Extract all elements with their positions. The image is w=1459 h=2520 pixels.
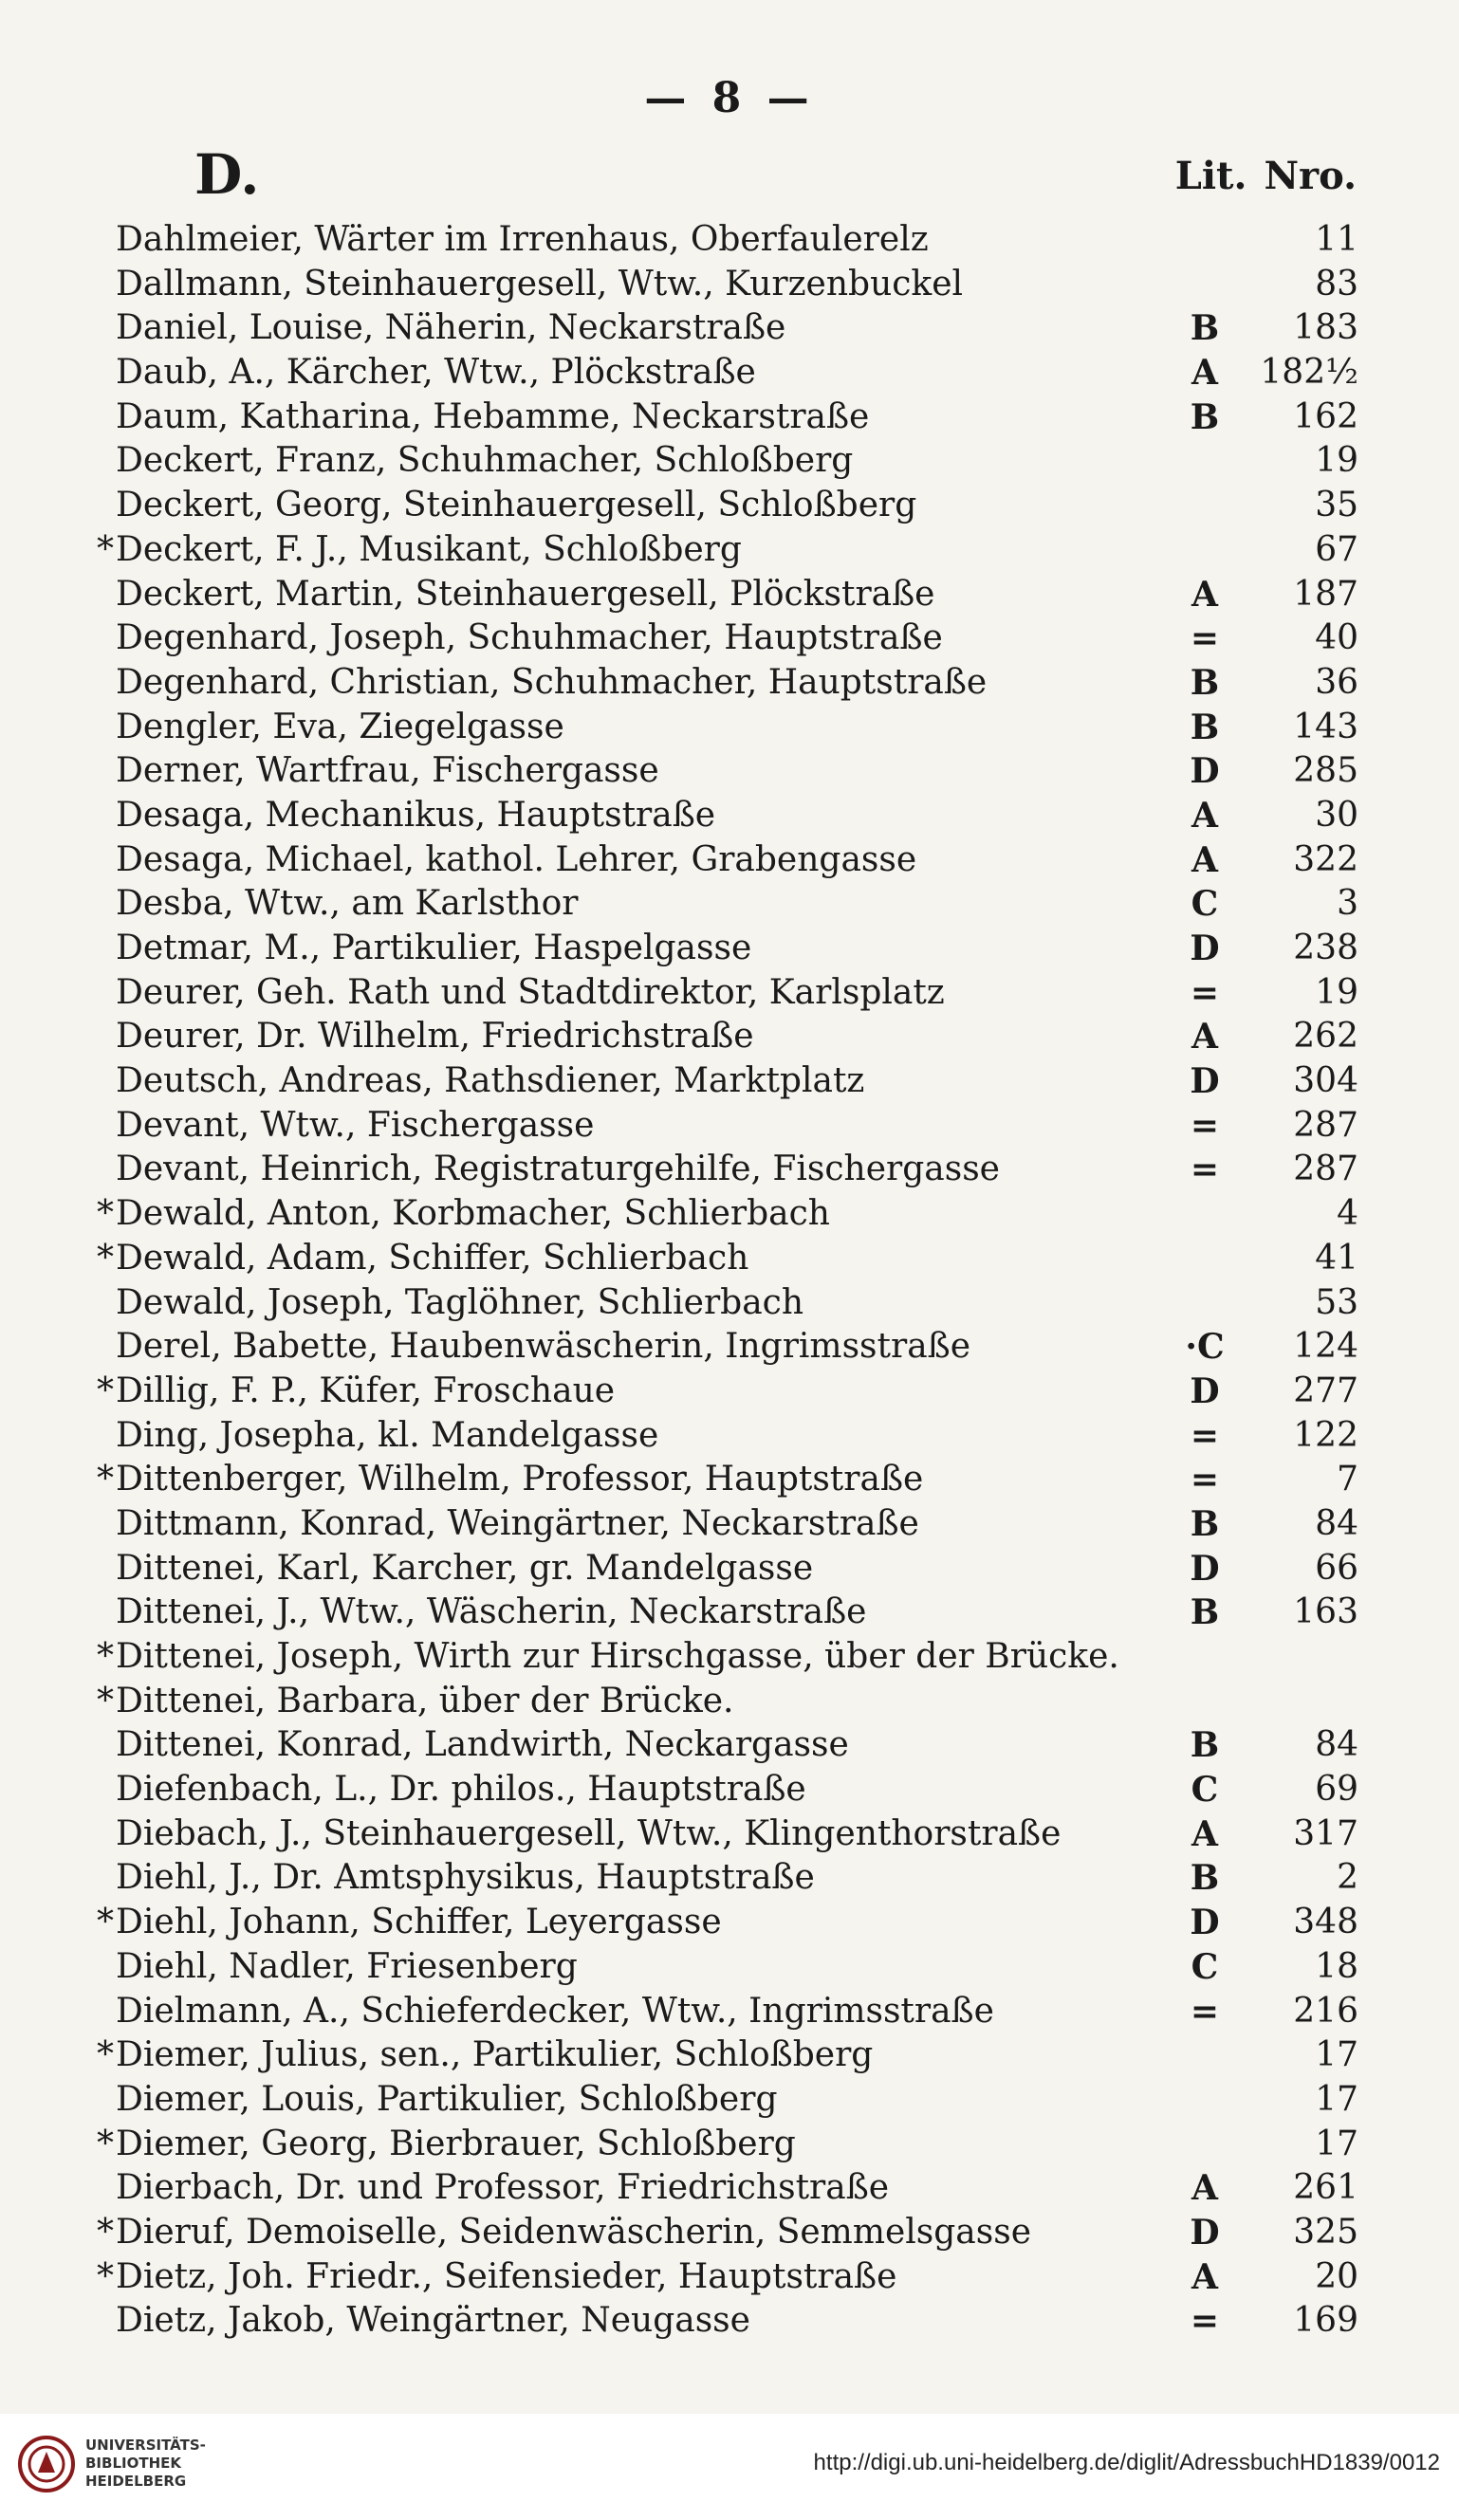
- directory-entry: [87, 1635, 1358, 1680]
- directory-entry: [87, 661, 1358, 706]
- directory-entry: [87, 528, 1358, 573]
- entry-text: Diehl, Johann, Schiffer, Leyergasse: [116, 1903, 722, 1942]
- entry-lit: A: [1191, 839, 1218, 880]
- directory-entry: [87, 2299, 1358, 2344]
- directory-entry: [87, 838, 1358, 883]
- entry-nro: 66: [1315, 1548, 1358, 1588]
- entry-lit: D: [1190, 1903, 1220, 1943]
- entry-marker: *: [97, 1637, 114, 1676]
- entry-marker: *: [97, 529, 114, 569]
- directory-entry: [87, 1458, 1358, 1502]
- entry-marker: *: [97, 1903, 114, 1942]
- entry-text: Dittenei, Joseph, Wirth zur Hirschgasse, über der Brücke.: [116, 1637, 1119, 1676]
- entry-text: Dittenei, J., Wtw., Wäscherin, Neckarstraße: [116, 1592, 867, 1632]
- entry-nro: 262: [1293, 1017, 1358, 1057]
- entry-nro: 287: [1293, 1150, 1358, 1189]
- entry-lit: A: [1191, 795, 1218, 836]
- entry-nro: 18: [1315, 1946, 1358, 1986]
- directory-entry: [87, 1059, 1358, 1104]
- entry-lit: B: [1190, 396, 1220, 437]
- entry-text: Deurer, Geh. Rath und Stadtdirektor, Karlsplatz: [116, 972, 945, 1012]
- directory-entry: [87, 484, 1358, 528]
- entry-nro: 11: [1315, 220, 1358, 259]
- entry-text: Detmar, M., Partikulier, Haspelgasse: [116, 929, 752, 967]
- entry-text: Deckert, Franz, Schuhmacher, Schloßberg: [116, 441, 854, 481]
- directory-entry: [87, 1104, 1358, 1149]
- directory-entry: [87, 306, 1358, 351]
- entry-nro: 163: [1293, 1592, 1358, 1632]
- entry-lit: =: [1190, 1105, 1220, 1146]
- entry-lit: D: [1190, 1370, 1220, 1411]
- entry-nro: 3: [1337, 884, 1358, 924]
- entry-text: Diemer, Georg, Bierbrauer, Schloßberg: [116, 2124, 796, 2163]
- entry-text: Dieruf, Demoiselle, Seidenwäscherin, Semmelsgasse: [116, 2212, 1032, 2252]
- entry-text: Dittenberger, Wilhelm, Professor, Hauptstraße: [116, 1460, 924, 1499]
- entry-lit: C: [1191, 1946, 1219, 1987]
- entry-nro: 187: [1293, 574, 1358, 614]
- entry-nro: 182½: [1260, 353, 1358, 393]
- directory-entry: [87, 1370, 1358, 1414]
- entry-lit: =: [1190, 1991, 1220, 2032]
- entry-nro: 122: [1293, 1415, 1358, 1455]
- directory-entry: [87, 2255, 1358, 2300]
- entry-nro: 7: [1337, 1460, 1358, 1499]
- entry-lit: =: [1190, 972, 1220, 1013]
- entry-lit: B: [1190, 308, 1220, 349]
- entry-nro: 124: [1293, 1327, 1358, 1367]
- entry-nro: 30: [1315, 795, 1358, 835]
- directory-entry: [87, 1812, 1358, 1857]
- directory-entry: [87, 882, 1358, 927]
- entry-lit: =: [1190, 1415, 1220, 1456]
- entry-nro: 19: [1315, 441, 1358, 481]
- entry-text: Dietz, Joh. Friedr., Seifensieder, Hauptstraße: [116, 2256, 897, 2296]
- entry-text: Dietz, Jakob, Weingärtner, Neugasse: [116, 2301, 750, 2341]
- entry-nro: 322: [1293, 839, 1358, 879]
- entry-nro: 69: [1315, 1770, 1358, 1810]
- entry-text: Dierbach, Dr. und Professor, Friedrichstraße: [116, 2168, 890, 2208]
- entry-text: Dittmann, Konrad, Weingärtner, Neckarstraße: [116, 1503, 919, 1543]
- entry-lit: D: [1190, 1548, 1220, 1589]
- library-name-line: HEIDELBERG: [85, 2473, 187, 2490]
- entry-text: Ding, Josepha, kl. Mandelgasse: [116, 1415, 659, 1455]
- entry-nro: 83: [1315, 264, 1358, 304]
- entry-marker: *: [97, 1460, 114, 1499]
- entry-text: Degenhard, Joseph, Schuhmacher, Hauptstraße: [116, 618, 943, 658]
- entry-nro: 53: [1315, 1282, 1358, 1322]
- entry-marker: *: [97, 2212, 114, 2252]
- entry-lit: =: [1190, 1460, 1220, 1500]
- entry-text: Dallmann, Steinhauergesell, Wtw., Kurzenbuckel: [116, 264, 964, 304]
- entry-text: Diehl, J., Dr. Amtsphysikus, Hauptstraße: [116, 1858, 815, 1898]
- directory-entry: [87, 2033, 1358, 2078]
- entry-text: Dittenei, Barbara, über der Brücke.: [116, 1681, 734, 1720]
- entry-text: Deckert, Martin, Steinhauergesell, Plöckstraße: [116, 574, 935, 614]
- entry-nro: 4: [1337, 1194, 1358, 1234]
- entry-lit: B: [1190, 1725, 1220, 1766]
- university-seal-icon: [17, 2435, 76, 2493]
- entry-lit: A: [1191, 1813, 1218, 1854]
- entry-lit: C: [1191, 884, 1219, 925]
- entry-text: Deurer, Dr. Wilhelm, Friedrichstraße: [116, 1017, 754, 1057]
- directory-entry: [87, 2078, 1358, 2123]
- column-header-nro: Nro.: [1264, 154, 1357, 198]
- entry-nro: 169: [1293, 2301, 1358, 2341]
- directory-entry: [87, 573, 1358, 617]
- entry-marker: *: [97, 2035, 114, 2075]
- entry-text: Dittenei, Karl, Karcher, gr. Mandelgasse: [116, 1548, 814, 1588]
- directory-entry: [87, 1148, 1358, 1192]
- entry-text: Deutsch, Andreas, Rathsdiener, Marktplatz: [116, 1061, 865, 1101]
- directory-entry: [87, 1945, 1358, 1990]
- entry-nro: 143: [1293, 707, 1358, 746]
- entry-nro: 183: [1293, 308, 1358, 348]
- entry-nro: 216: [1293, 1991, 1358, 2031]
- entry-nro: 348: [1293, 1903, 1358, 1942]
- entry-lit: D: [1190, 751, 1220, 792]
- entry-lit: B: [1190, 1592, 1220, 1633]
- entry-text: Degenhard, Christian, Schuhmacher, Hauptstraße: [116, 662, 988, 702]
- directory-entry: [87, 616, 1358, 661]
- directory-entry: [87, 395, 1358, 440]
- entry-nro: 325: [1293, 2212, 1358, 2252]
- library-name: [85, 2437, 206, 2491]
- directory-entry: [87, 218, 1358, 263]
- entry-text: Daniel, Louise, Näherin, Neckarstraße: [116, 308, 786, 348]
- entry-text: Dewald, Adam, Schiffer, Schlierbach: [116, 1238, 749, 1278]
- column-header-lit: Lit.: [1174, 154, 1247, 198]
- entry-lit: D: [1190, 2212, 1220, 2253]
- entry-text: Dengler, Eva, Ziegelgasse: [116, 707, 564, 746]
- entry-lit: B: [1190, 662, 1220, 703]
- entry-text: Derel, Babette, Haubenwäscherin, Ingrimsstraße: [116, 1327, 971, 1367]
- entry-lit: =: [1190, 2301, 1220, 2342]
- entry-lit: A: [1191, 574, 1218, 615]
- entry-text: Diemer, Julius, sen., Partikulier, Schloßberg: [116, 2035, 874, 2075]
- entry-lit: A: [1191, 2256, 1218, 2297]
- entry-nro: 19: [1315, 972, 1358, 1012]
- directory-entry: [87, 1281, 1358, 1326]
- entry-nro: 41: [1315, 1238, 1358, 1278]
- column-headers: [1176, 154, 1357, 198]
- entry-lit: =: [1190, 618, 1220, 659]
- entry-nro: 84: [1315, 1503, 1358, 1543]
- entry-lit: C: [1191, 1770, 1219, 1811]
- entry-nro: 84: [1315, 1725, 1358, 1765]
- entry-nro: 2: [1337, 1858, 1358, 1898]
- entry-lit: =: [1190, 1150, 1220, 1190]
- entry-text: Devant, Heinrich, Registraturgehilfe, Fischergasse: [116, 1150, 1000, 1189]
- entry-nro: 277: [1293, 1370, 1358, 1410]
- entry-nro: 261: [1293, 2168, 1358, 2208]
- entry-marker: *: [97, 2256, 114, 2296]
- entry-marker: *: [97, 2124, 114, 2163]
- entry-lit: B: [1190, 1503, 1220, 1544]
- directory-entry: [87, 706, 1358, 750]
- directory-entry: [87, 794, 1358, 838]
- entry-text: Dewald, Joseph, Taglöhner, Schlierbach: [116, 1282, 804, 1322]
- entry-text: Derner, Wartfrau, Fischergasse: [116, 751, 659, 791]
- entry-nro: 35: [1315, 486, 1358, 525]
- directory-entry: [87, 1015, 1358, 1059]
- directory-entry: [87, 749, 1358, 794]
- directory-entry: [87, 1723, 1358, 1768]
- directory-entry: [87, 1237, 1358, 1281]
- entry-lit: B: [1190, 1858, 1220, 1899]
- directory-entry: [87, 1502, 1358, 1547]
- entry-nro: 17: [1315, 2035, 1358, 2075]
- directory-entry: [87, 263, 1358, 307]
- directory-entry: [87, 1591, 1358, 1635]
- section-letter: D.: [194, 142, 260, 207]
- entry-lit: D: [1190, 1061, 1220, 1102]
- entry-text: Daub, A., Kärcher, Wtw., Plöckstraße: [116, 353, 756, 393]
- directory-entry: [87, 351, 1358, 395]
- directory-entry: [87, 1856, 1358, 1901]
- entry-nro: 162: [1293, 396, 1358, 436]
- entry-nro: 238: [1293, 929, 1358, 967]
- entry-text: Diebach, J., Steinhauergesell, Wtw., Klingenthorstraße: [116, 1813, 1062, 1853]
- entry-text: Diefenbach, L., Dr. philos., Hauptstraße: [116, 1770, 806, 1810]
- directory-entries: [87, 218, 1358, 2344]
- entry-lit: B: [1190, 707, 1220, 747]
- entry-text: Dillig, F. P., Küfer, Froschaue: [116, 1370, 616, 1410]
- directory-entry: [87, 927, 1358, 971]
- entry-text: Deckert, Georg, Steinhauergesell, Schloßberg: [116, 486, 917, 525]
- directory-entry: [87, 1990, 1358, 2034]
- directory-entry: [87, 1547, 1358, 1591]
- directory-entry: [87, 2123, 1358, 2167]
- entry-nro: 17: [1315, 2124, 1358, 2163]
- entry-lit: A: [1191, 1017, 1218, 1058]
- entry-lit: ·C: [1185, 1327, 1225, 1368]
- library-name-line: UNIVERSITÄTS-: [85, 2437, 206, 2454]
- directory-entry: [87, 2166, 1358, 2211]
- entry-text: Diehl, Nadler, Friesenberg: [116, 1946, 578, 1986]
- entry-text: Desaga, Mechanikus, Hauptstraße: [116, 795, 716, 835]
- directory-entry: [87, 1325, 1358, 1370]
- directory-entry: [87, 971, 1358, 1016]
- entry-nro: 20: [1315, 2256, 1358, 2296]
- entry-text: Dahlmeier, Wärter im Irrenhaus, Oberfaulerelz: [116, 220, 929, 259]
- entry-text: Dewald, Anton, Korbmacher, Schlierbach: [116, 1194, 830, 1234]
- entry-marker: *: [97, 1194, 114, 1234]
- directory-entry: [87, 1680, 1358, 1724]
- entry-marker: *: [97, 1370, 114, 1410]
- entry-text: Diemer, Louis, Partikulier, Schloßberg: [116, 2079, 778, 2119]
- entry-nro: 40: [1315, 618, 1358, 658]
- entry-nro: 36: [1315, 662, 1358, 702]
- directory-entry: [87, 2211, 1358, 2255]
- entry-nro: 287: [1293, 1105, 1358, 1145]
- entry-marker: *: [97, 1681, 114, 1720]
- entry-text: Dittenei, Konrad, Landwirth, Neckargasse: [116, 1725, 849, 1765]
- directory-entry: [87, 1768, 1358, 1812]
- library-name-line: BIBLIOTHEK: [85, 2455, 181, 2472]
- entry-text: Desaga, Michael, kathol. Lehrer, Grabengasse: [116, 839, 917, 879]
- footer: [0, 2414, 1459, 2520]
- entry-lit: A: [1191, 353, 1218, 394]
- entry-text: Daum, Katharina, Hebamme, Neckarstraße: [116, 396, 870, 436]
- entry-text: Deckert, F. J., Musikant, Schloßberg: [116, 529, 742, 569]
- directory-entry: [87, 1192, 1358, 1237]
- directory-entry: [87, 1901, 1358, 1945]
- entry-lit: A: [1191, 2168, 1218, 2209]
- directory-entry: [87, 1414, 1358, 1459]
- entry-text: Dielmann, A., Schieferdecker, Wtw., Ingrimsstraße: [116, 1991, 994, 2031]
- source-url[interactable]: http://digi.ub.uni-heidelberg.de/diglit/AdressbuchHD1839/0012: [813, 2450, 1440, 2475]
- entry-nro: 285: [1293, 751, 1358, 791]
- entry-nro: 317: [1293, 1813, 1358, 1853]
- entry-text: Devant, Wtw., Fischergasse: [116, 1105, 595, 1145]
- directory-entry: [87, 439, 1358, 484]
- entry-marker: *: [97, 1238, 114, 1278]
- entry-nro: 17: [1315, 2079, 1358, 2119]
- entry-lit: D: [1190, 929, 1220, 968]
- page-number: — 8 —: [644, 74, 815, 122]
- entry-text: Desba, Wtw., am Karlsthor: [116, 884, 579, 924]
- entry-nro: 67: [1315, 529, 1358, 569]
- entry-nro: 304: [1293, 1061, 1358, 1101]
